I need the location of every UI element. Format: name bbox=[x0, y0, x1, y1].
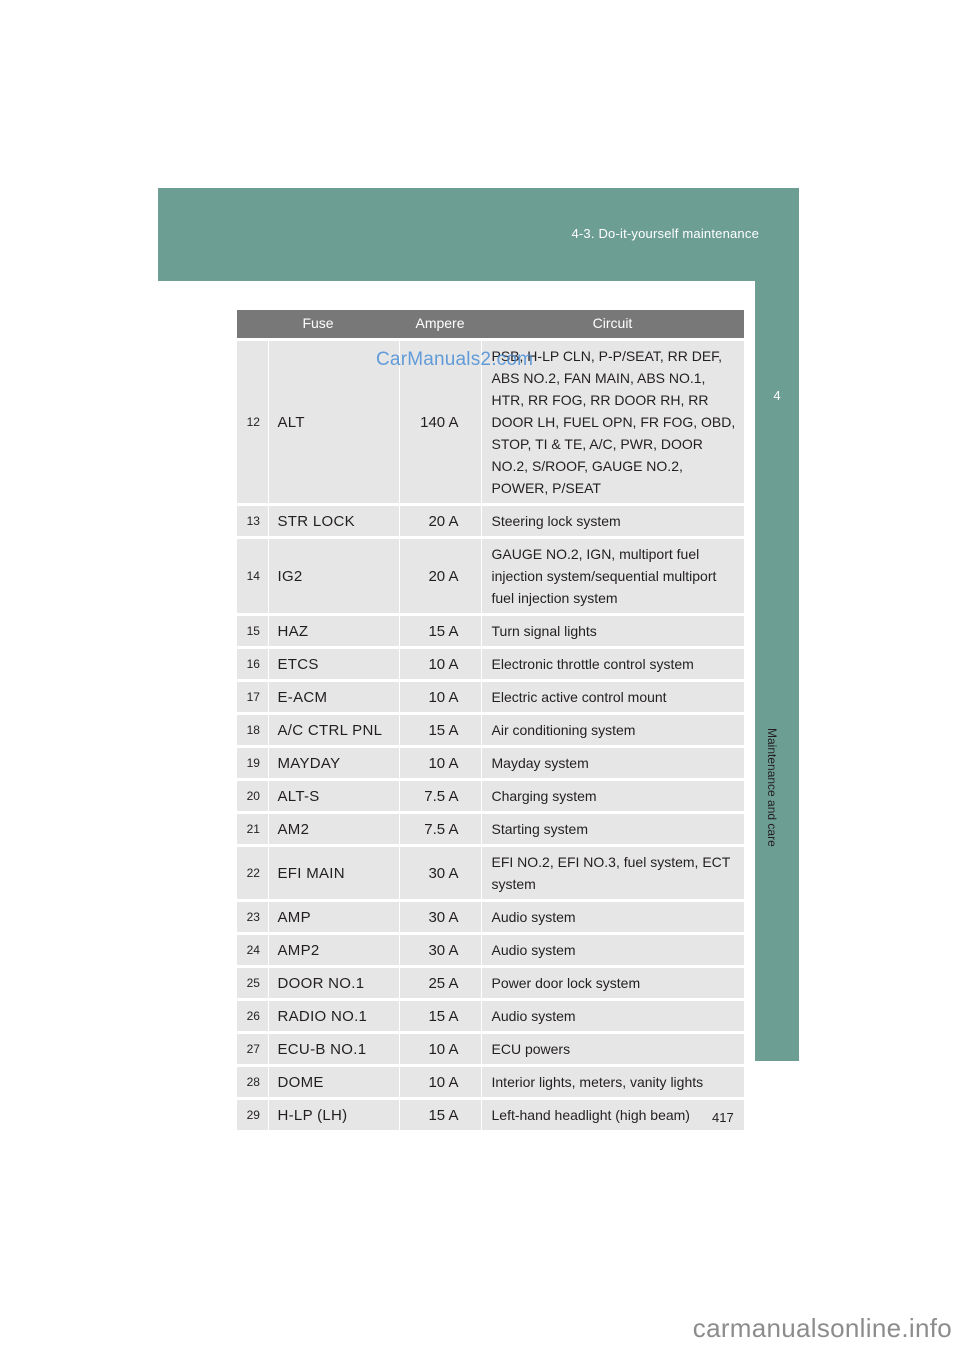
fuse-number-cell: 14 bbox=[237, 538, 268, 615]
ampere-cell: 15 A bbox=[399, 1000, 481, 1033]
circuit-cell: Electronic throttle control system bbox=[481, 648, 744, 681]
table-row bbox=[237, 538, 744, 615]
fuse-name-cell: AMP2 bbox=[268, 934, 399, 967]
table-row bbox=[237, 505, 744, 538]
ampere-cell: 10 A bbox=[399, 1033, 481, 1066]
fuse-name-cell: IG2 bbox=[268, 538, 399, 615]
fuse-number-cell: 18 bbox=[237, 714, 268, 747]
table-row bbox=[237, 780, 744, 813]
ampere-cell: 7.5 A bbox=[399, 813, 481, 846]
circuit-cell: Steering lock system bbox=[481, 505, 744, 538]
fuse-table bbox=[237, 310, 744, 1130]
ampere-cell: 10 A bbox=[399, 747, 481, 780]
fuse-name-cell: RADIO NO.1 bbox=[268, 1000, 399, 1033]
table-row bbox=[237, 967, 744, 1000]
fuse-number-cell: 25 bbox=[237, 967, 268, 1000]
ampere-cell: 20 A bbox=[399, 538, 481, 615]
circuit-cell: Audio system bbox=[481, 934, 744, 967]
fuse-name-cell: STR LOCK bbox=[268, 505, 399, 538]
section-title: 4-3. Do-it-yourself maintenance bbox=[571, 226, 759, 241]
fuse-name-cell: ALT-S bbox=[268, 780, 399, 813]
fuse-name-cell: ETCS bbox=[268, 648, 399, 681]
page-number: 417 bbox=[712, 1110, 734, 1125]
fuse-name-cell: AMP bbox=[268, 901, 399, 934]
ampere-cell: 15 A bbox=[399, 1099, 481, 1131]
fuse-number-cell: 26 bbox=[237, 1000, 268, 1033]
fuse-number-cell: 15 bbox=[237, 615, 268, 648]
fuse-number-cell: 29 bbox=[237, 1099, 268, 1131]
fuse-name-cell: E-ACM bbox=[268, 681, 399, 714]
circuit-cell: Electric active control mount bbox=[481, 681, 744, 714]
circuit-cell: Audio system bbox=[481, 901, 744, 934]
fuse-number-cell: 16 bbox=[237, 648, 268, 681]
table-row bbox=[237, 1033, 744, 1066]
ampere-cell: 10 A bbox=[399, 681, 481, 714]
fuse-number-cell: 12 bbox=[237, 340, 268, 505]
table-row bbox=[237, 1066, 744, 1099]
table-row bbox=[237, 901, 744, 934]
circuit-cell: Charging system bbox=[481, 780, 744, 813]
section-header-band bbox=[158, 188, 799, 281]
table-row bbox=[237, 1000, 744, 1033]
fuse-name-cell: ALT bbox=[268, 340, 399, 505]
table-row bbox=[237, 813, 744, 846]
fuse-number-cell: 28 bbox=[237, 1066, 268, 1099]
fuse-number-cell: 23 bbox=[237, 901, 268, 934]
fuse-number-cell: 21 bbox=[237, 813, 268, 846]
chapter-number: 4 bbox=[773, 388, 781, 403]
ampere-cell: 140 A bbox=[399, 340, 481, 505]
circuit-cell: Mayday system bbox=[481, 747, 744, 780]
fuse-name-cell: ECU-B NO.1 bbox=[268, 1033, 399, 1066]
chapter-label: Maintenance and care bbox=[765, 728, 779, 847]
fuse-name-cell: AM2 bbox=[268, 813, 399, 846]
footer-watermark bbox=[0, 1310, 960, 1358]
table-row bbox=[237, 648, 744, 681]
fuse-number-cell: 20 bbox=[237, 780, 268, 813]
table-header-row bbox=[237, 310, 744, 340]
fuse-number-cell: 27 bbox=[237, 1033, 268, 1066]
ampere-cell: 10 A bbox=[399, 648, 481, 681]
footer-watermark-text: carmanualsonline.info bbox=[692, 1313, 952, 1343]
fuse-name-cell: HAZ bbox=[268, 615, 399, 648]
ampere-cell: 25 A bbox=[399, 967, 481, 1000]
table-row bbox=[237, 747, 744, 780]
fuse-name-cell: A/C CTRL PNL bbox=[268, 714, 399, 747]
circuit-cell: PSB, H-LP CLN, P-P/SEAT, RR DEF, ABS NO.2, FAN MAIN, ABS NO.1, HTR, RR FOG, RR DOOR RH, RR DOOR LH, FUEL OPN, FR FOG, OBD, STOP, TI & TE, A/C, PWR, DOOR NO.2, S/ROOF, GAUGE NO.2, POWER, P/SEAT bbox=[481, 340, 744, 505]
ampere-cell: 15 A bbox=[399, 615, 481, 648]
chapter-side-tab bbox=[755, 281, 799, 1061]
circuit-cell: Audio system bbox=[481, 1000, 744, 1033]
circuit-cell: Interior lights, meters, vanity lights bbox=[481, 1066, 744, 1099]
fuse-name-cell: DOOR NO.1 bbox=[268, 967, 399, 1000]
column-header-fuse: Fuse bbox=[237, 310, 399, 340]
fuse-name-cell: H-LP (LH) bbox=[268, 1099, 399, 1131]
ampere-cell: 30 A bbox=[399, 934, 481, 967]
column-header-circuit: Circuit bbox=[481, 310, 744, 340]
ampere-cell: 7.5 A bbox=[399, 780, 481, 813]
circuit-cell: Power door lock system bbox=[481, 967, 744, 1000]
fuse-name-cell: EFI MAIN bbox=[268, 846, 399, 901]
fuse-name-cell: MAYDAY bbox=[268, 747, 399, 780]
table-row bbox=[237, 934, 744, 967]
ampere-cell: 15 A bbox=[399, 714, 481, 747]
column-header-ampere: Ampere bbox=[399, 310, 481, 340]
circuit-cell: Starting system bbox=[481, 813, 744, 846]
ampere-cell: 30 A bbox=[399, 901, 481, 934]
circuit-cell: Turn signal lights bbox=[481, 615, 744, 648]
fuse-number-cell: 24 bbox=[237, 934, 268, 967]
ampere-cell: 10 A bbox=[399, 1066, 481, 1099]
circuit-cell: Left-hand headlight (high beam) bbox=[481, 1099, 744, 1131]
table-row bbox=[237, 714, 744, 747]
table-row bbox=[237, 681, 744, 714]
ampere-cell: 20 A bbox=[399, 505, 481, 538]
fuse-number-cell: 17 bbox=[237, 681, 268, 714]
fuse-number-cell: 22 bbox=[237, 846, 268, 901]
table-row bbox=[237, 1099, 744, 1131]
table-row bbox=[237, 846, 744, 901]
fuse-name-cell: DOME bbox=[268, 1066, 399, 1099]
circuit-cell: ECU powers bbox=[481, 1033, 744, 1066]
circuit-cell: Air conditioning system bbox=[481, 714, 744, 747]
watermark: CarManuals2.com bbox=[376, 349, 534, 370]
table-row bbox=[237, 615, 744, 648]
ampere-cell: 30 A bbox=[399, 846, 481, 901]
fuse-number-cell: 19 bbox=[237, 747, 268, 780]
circuit-cell: GAUGE NO.2, IGN, multiport fuel injection system/sequential multiport fuel injection system bbox=[481, 538, 744, 615]
fuse-number-cell: 13 bbox=[237, 505, 268, 538]
circuit-cell: EFI NO.2, EFI NO.3, fuel system, ECT system bbox=[481, 846, 744, 901]
